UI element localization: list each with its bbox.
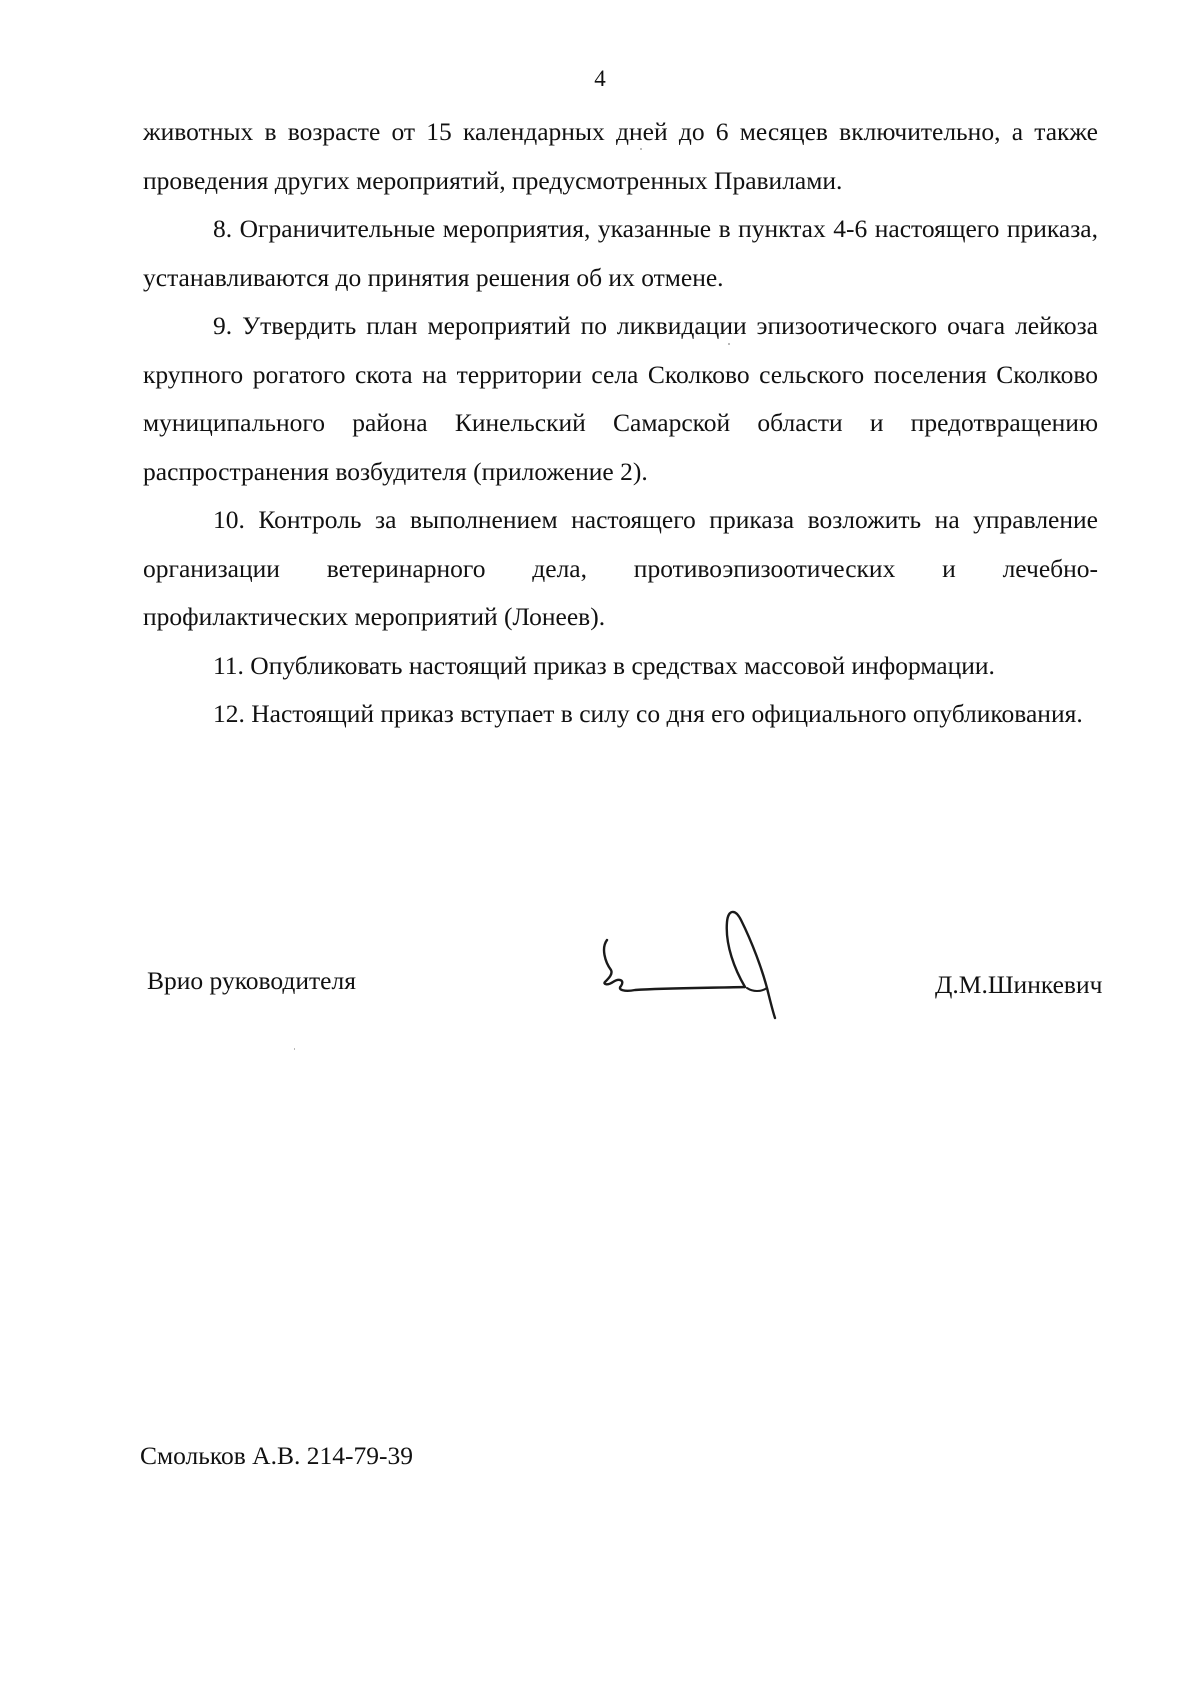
- document-body: [143, 108, 1098, 739]
- paragraph-item-10: 10. Контроль за выполнением настоящего приказа возложить на управление организации ветеринарного дела, противоэпизоотических и лечебно-профилактических мероприятий (Лонеев).: [143, 505, 1098, 631]
- scan-speck: [294, 1048, 295, 1050]
- paragraph-continuation: животных в возрасте от 15 календарных дней до 6 месяцев включительно, а также проведения других мероприятий, предусмотренных Правилами.: [143, 117, 1098, 195]
- signer-name: Д.М.Шинкевич: [935, 970, 1103, 999]
- scan-speck: [728, 343, 730, 345]
- paragraph-item-11: 11. Опубликовать настоящий приказ в средствах массовой информации.: [213, 650, 995, 680]
- paragraph-item-8: 8. Ограничительные мероприятия, указанные в пунктах 4-6 настоящего приказа, устанавливаются до принятия решения об их отмене.: [143, 214, 1098, 292]
- paragraph-item-9: 9. Утвердить план мероприятий по ликвидации эпизоотического очага лейкоза крупного рогатого скота на территории села Сколково сельского поселения Сколково муниципального района Кинельский Самарской области и предотвращению распространения возбудителя (приложение 2).: [143, 311, 1098, 486]
- signer-position: Врио руководителя: [147, 966, 356, 995]
- scan-speck: [640, 148, 642, 150]
- handwritten-signature: [595, 900, 805, 1020]
- executor-contact: Смольков А.В. 214-79-39: [140, 1441, 413, 1470]
- page-number: 4: [594, 66, 606, 91]
- paragraph-item-12: 12. Настоящий приказ вступает в силу со дня его официального опубликования.: [213, 699, 1083, 728]
